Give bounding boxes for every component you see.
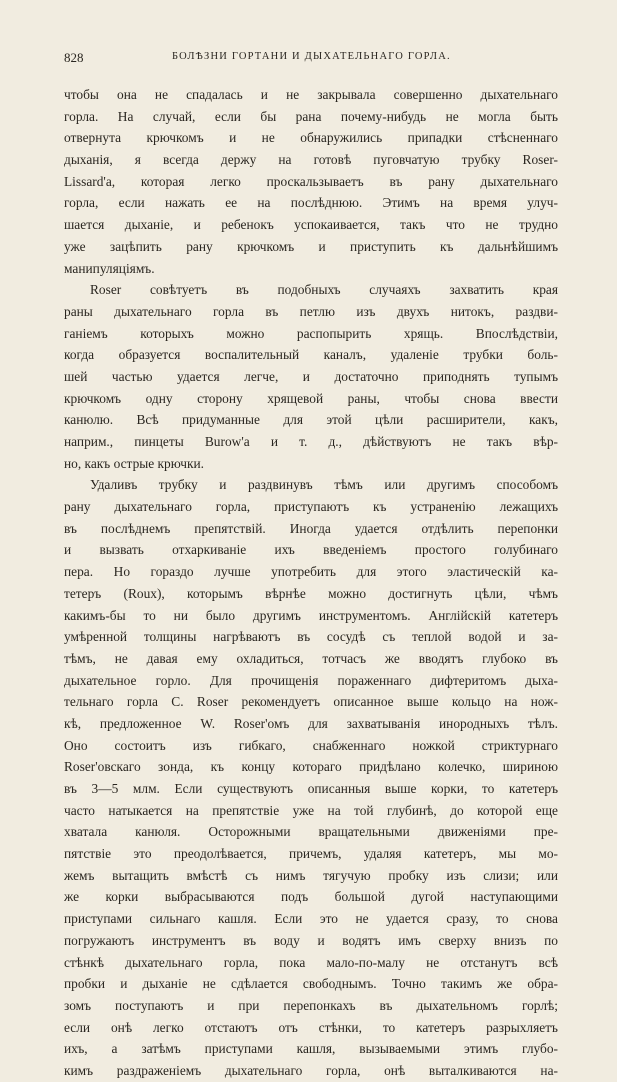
text-line: тетеръ (Roux), которымъ вѣрнѣе можно достигнуть цѣли, чѣмъ bbox=[64, 585, 558, 601]
text-line: Roser'овскаго зонда, къ концу котораго придѣлано колечко, шириною bbox=[64, 759, 558, 775]
text-line: же корки выбрасываются подъ большой дугой наступающими bbox=[64, 889, 558, 905]
text-line: горла, если нажать ее на послѣднюю. Этимъ на время улуч- bbox=[64, 195, 558, 211]
text-line: пера. Но гораздо лучше употребить для этого эластическій ка- bbox=[64, 564, 558, 580]
text-line: зомъ поступаютъ и при перепонкахъ въ дыхательномъ горлѣ; bbox=[64, 997, 558, 1013]
text-line: ихъ, а затѣмъ приступами кашля, вызываемыми этимъ глубо- bbox=[64, 1041, 558, 1057]
page-header bbox=[64, 50, 558, 70]
text-line: наприм., пинцеты Burow'а и т. д., дѣйствуютъ не такъ вѣр- bbox=[64, 434, 558, 449]
text-line: въ послѣднемъ препятствій. Иногда удается отдѣлить перепонки bbox=[64, 520, 558, 536]
text-line: Удаливъ трубку и раздвинувъ тѣмъ или другимъ способомъ bbox=[90, 477, 558, 493]
text-line: но, какъ острые крючки. bbox=[64, 455, 204, 471]
page-number: 828 bbox=[64, 50, 84, 65]
text-line: кимъ раздраженіемъ дыхательнаго горла, онѣ выталкиваются на- bbox=[64, 1062, 558, 1078]
text-line: уже зацѣпить рану крючкомъ и приступить къ дальнѣйшимъ bbox=[64, 238, 558, 254]
text-line: тѣмъ, не давая ему охладиться, тотчасъ же вводятъ глубоко въ bbox=[64, 650, 558, 666]
text-line: стѣнкѣ дыхательнаго горла, пока мало-по-малу не отстанутъ всѣ bbox=[64, 954, 558, 970]
text-line: часто натыкается на препятствіе уже на той глубинѣ, до которой еще bbox=[64, 802, 558, 818]
text-line: въ 3—5 млм. Если существуютъ описанныя выше корки, то катетеръ bbox=[64, 781, 558, 796]
text-line: чтобы она не спадалась и не закрывала совершенно дыхательнаго bbox=[64, 87, 558, 102]
text-line: Lissard'а, которая легко проскальзываетъ въ рану дыхательнаго bbox=[64, 173, 558, 189]
running-title: БОЛѢЗНИ ГОРТАНИ И ДЫХАТЕЛЬНАГО ГОРЛА. bbox=[172, 51, 451, 62]
text-line: канюлю. Всѣ придуманные для этой цѣли расширители, какъ, bbox=[64, 412, 558, 428]
text-line: хватала канюля. Осторожными вращательными движеніями пре- bbox=[64, 824, 558, 840]
text-line: горла. На случай, если бы рана почему-нибудь не могла быть bbox=[64, 108, 558, 124]
text-line: шается дыханіе, и ребенокъ успокаивается, такъ что не трудно bbox=[64, 217, 558, 233]
text-line: погружаютъ инструментъ въ воду и водятъ имъ сверху внизъ по bbox=[64, 932, 558, 948]
text-line: ганіемъ которыхъ можно распопырить хрящь. Впослѣдствіи, bbox=[64, 325, 558, 341]
text-line: жемъ вытащить вмѣстѣ съ нимъ тягучую пробку изъ слизи; или bbox=[64, 867, 558, 883]
text-line: манипуляціямъ. bbox=[64, 260, 155, 276]
text-line: и вызвать отхаркиваніе ихъ введеніемъ простого голубинаго bbox=[64, 542, 558, 558]
text-line: кѣ, предложенное W. Roser'омъ для захватыванія инородныхъ тѣлъ. bbox=[64, 715, 558, 731]
text-line: шей частью удается легче, и достаточно приподнять тупымъ bbox=[64, 368, 558, 384]
text-line: тельнаго горла C. Roser рекомендуетъ описанное выше кольцо на нож- bbox=[64, 694, 558, 710]
body-text bbox=[64, 84, 558, 1082]
text-line: если онѣ легко отстаютъ отъ стѣнки, то катетеръ разрыхляетъ bbox=[64, 1019, 558, 1035]
text-line: дыханія, я всегда держу на готовѣ пуговчатую трубку Roser- bbox=[64, 152, 558, 168]
text-line: отвернута крючкомъ и не обнаружились припадки стѣсненнаго bbox=[64, 130, 558, 146]
text-line: Roser совѣтуетъ въ подобныхъ случаяхъ захватить края bbox=[90, 282, 558, 298]
text-line: когда образуется воспалительный каналъ, удаленіе трубки боль- bbox=[64, 347, 558, 363]
text-line: раны дыхательнаго горла въ петлю изъ двухъ нитокъ, раздви- bbox=[64, 303, 558, 319]
text-line: пятствіе это преодолѣвается, причемъ, удаляя катетеръ, мы мо- bbox=[64, 846, 558, 862]
text-line: приступами сильнаго кашля. Если это не удается сразу, то снова bbox=[64, 911, 558, 927]
text-line: пробки и дыханіе не сдѣлается свободнымъ. Точно такимъ же обра- bbox=[64, 976, 558, 992]
text-line: Оно состоитъ изъ гибкаго, снабженнаго ножкой стриктурнаго bbox=[64, 737, 558, 753]
text-line: умѣренной толщины нагрѣваютъ въ сосудѣ съ теплой водой и за- bbox=[64, 629, 558, 645]
text-line: рану дыхательнаго горла, приступаютъ къ устраненію лежащихъ bbox=[64, 499, 558, 515]
text-line: дыхательное горло. Для прочищенія пораженнаго дифтеритомъ дыха- bbox=[64, 672, 558, 688]
text-line: какимъ-бы то ни было другимъ инструментомъ. Англійскій катетеръ bbox=[64, 607, 558, 623]
text-line: крючкомъ одну сторону хрящевой раны, чтобы снова ввести bbox=[64, 390, 558, 406]
